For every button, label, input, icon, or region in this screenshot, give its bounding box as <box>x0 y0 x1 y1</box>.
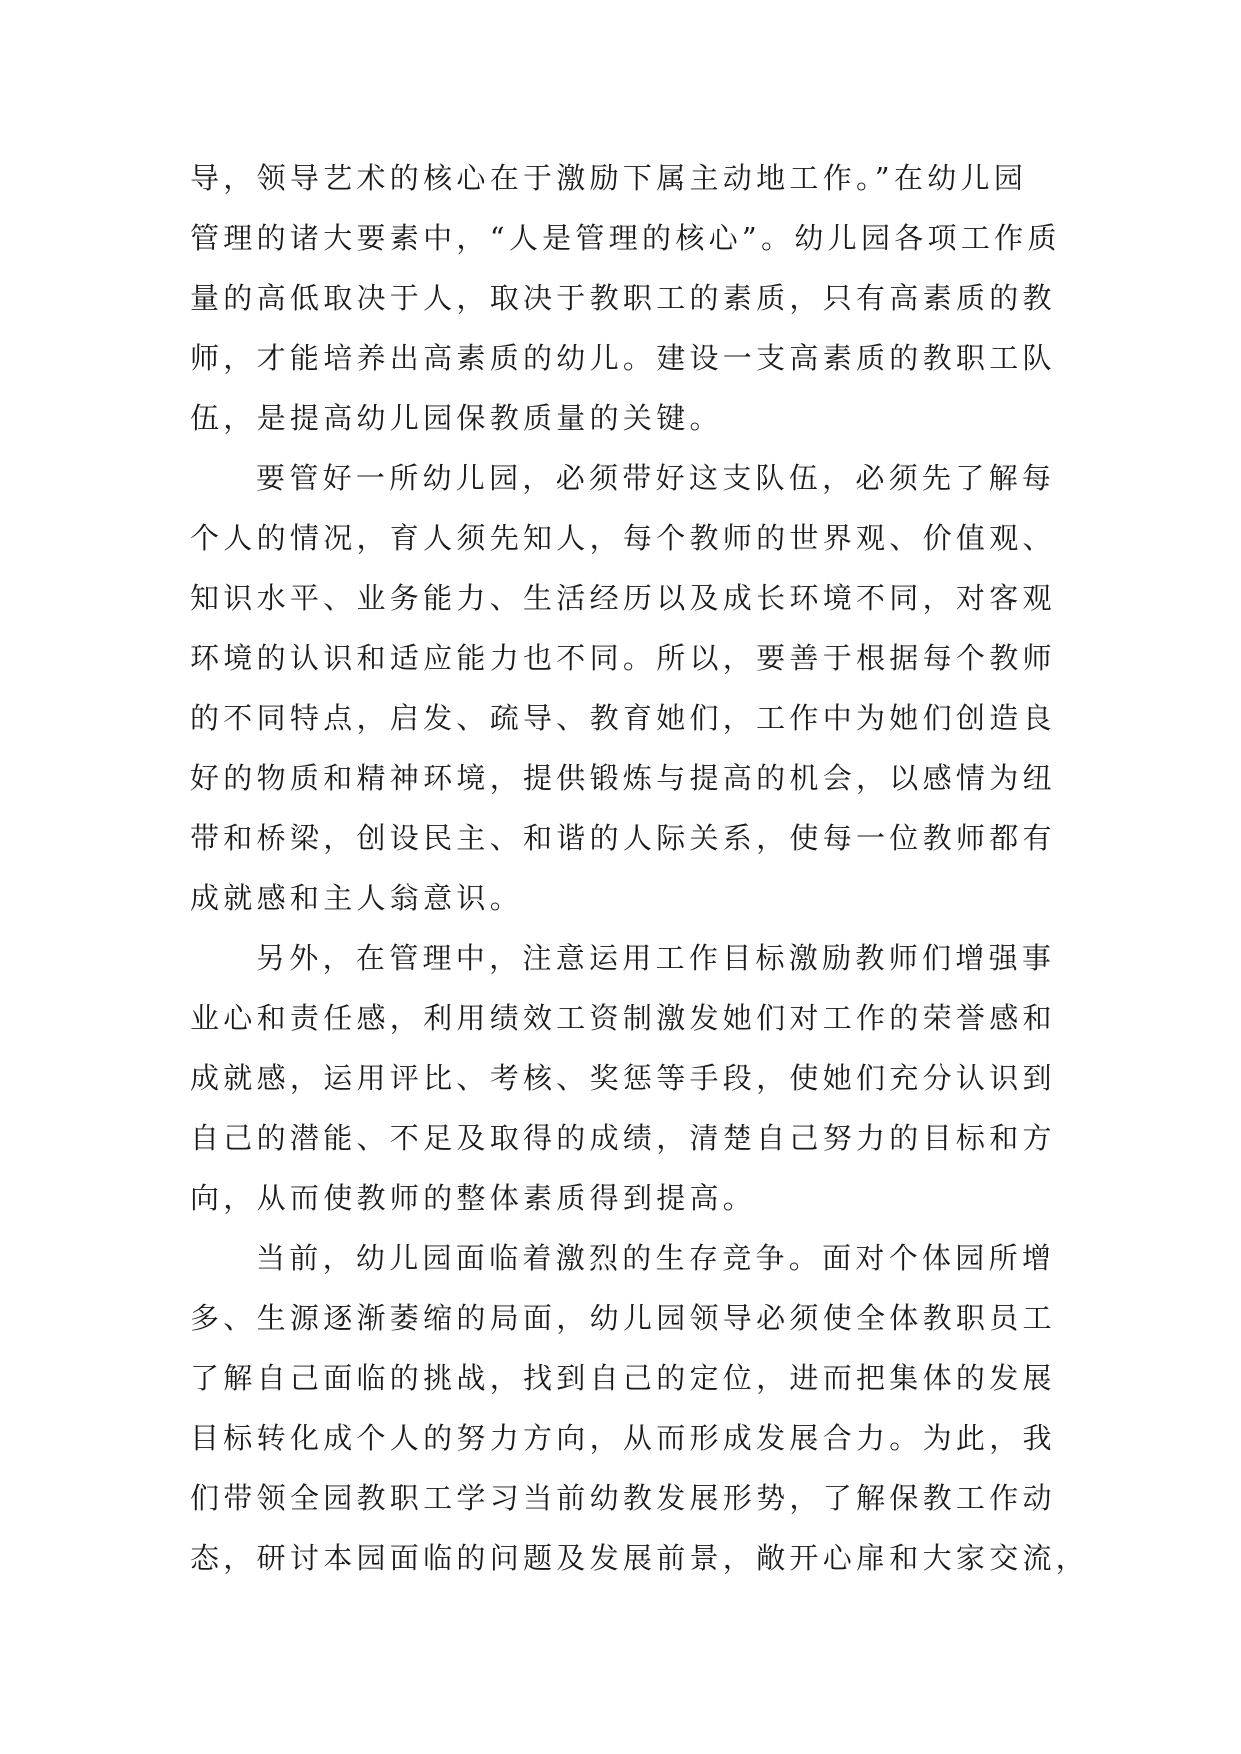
text-line: 的不同特点，启发、疏导、教育她们，工作中为她们创造良 <box>190 701 1056 735</box>
text-line: 环境的认识和适应能力也不同。所以，要善于根据每个教师 <box>190 641 1056 675</box>
text-line: 了解自己面临的挑战，找到自己的定位，进而把集体的发展 <box>190 1361 1056 1395</box>
text-line: 成就感和主人翁意识。 <box>190 881 524 915</box>
text-line: 们带领全园教职工学习当前幼教发展形势，了解保教工作动 <box>190 1481 1056 1515</box>
text-line: 师，才能培养出高素质的幼儿。建设一支高素质的教职工队 <box>190 341 1056 375</box>
text-line: 知识水平、业务能力、生活经历以及成长环境不同，对客观 <box>190 581 1056 615</box>
paragraph-first-line: 要管好一所幼儿园，必须带好这支队伍，必须先了解每 <box>256 461 1056 495</box>
paragraph-first-line: 另外，在管理中，注意运用工作目标激励教师们增强事 <box>256 941 1056 975</box>
text-line: 自己的潜能、不足及取得的成绩，清楚自己努力的目标和方 <box>190 1121 1056 1155</box>
text-line: 伍，是提高幼儿园保教质量的关键。 <box>190 401 723 435</box>
text-line: 个人的情况，育人须先知人，每个教师的世界观、价值观、 <box>190 521 1056 555</box>
text-line: 量的高低取决于人，取决于教职工的素质，只有高素质的教 <box>190 281 1056 315</box>
text-line: 带和桥梁，创设民主、和谐的人际关系，使每一位教师都有 <box>190 821 1056 855</box>
text-line: 好的物质和精神环境，提供锻炼与提高的机会，以感情为纽 <box>190 761 1056 795</box>
text-line: 目标转化成个人的努力方向，从而形成发展合力。为此，我 <box>190 1421 1056 1455</box>
text-line: 多、生源逐渐萎缩的局面，幼儿园领导必须使全体教职员工 <box>190 1301 1056 1335</box>
text-line: 态，研讨本园面临的问题及发展前景，敞开心扉和大家交流， <box>190 1541 1090 1575</box>
text-line: 导，领导艺术的核心在于激励下属主动地工作。”在幼儿园 <box>190 161 1028 195</box>
text-line: 成就感，运用评比、考核、奖惩等手段，使她们充分认识到 <box>190 1061 1056 1095</box>
text-line: 业心和责任感，利用绩效工资制激发她们对工作的荣誉感和 <box>190 1001 1056 1035</box>
text-line: 向，从而使教师的整体素质得到提高。 <box>190 1181 757 1215</box>
body-text <box>190 148 1090 1588</box>
paragraph-first-line: 当前，幼儿园面临着激烈的生存竞争。面对个体园所增 <box>256 1241 1056 1275</box>
text-line: 管理的诸大要素中，“人是管理的核心”。幼儿园各项工作质 <box>190 221 1061 255</box>
